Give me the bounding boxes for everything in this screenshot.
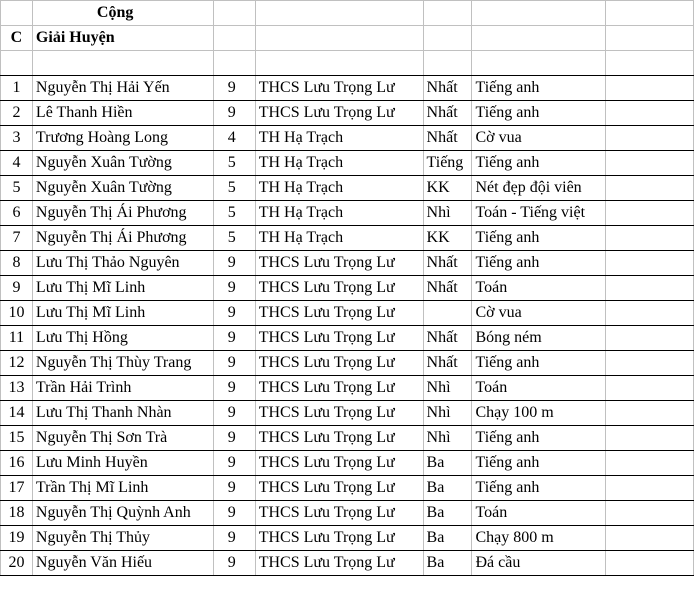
grade-cell[interactable]: 9 <box>213 351 255 376</box>
table-row <box>1 351 694 376</box>
subject-cell[interactable]: Tiếng anh <box>472 426 606 451</box>
cell[interactable] <box>606 101 694 126</box>
table-row <box>1 151 694 176</box>
school-cell[interactable]: THCS Lưu Trọng Lư <box>255 76 423 101</box>
subject-cell[interactable]: Toán <box>472 501 606 526</box>
stt-cell[interactable]: 20 <box>1 551 33 576</box>
table-row <box>1 76 694 101</box>
school-cell[interactable]: THCS Lưu Trọng Lư <box>255 301 423 326</box>
grade-cell[interactable]: 9 <box>213 551 255 576</box>
name-cell[interactable]: Lưu Minh Huyền <box>32 451 213 476</box>
school-cell[interactable]: THCS Lưu Trọng Lư <box>255 501 423 526</box>
grade-cell[interactable]: 5 <box>213 176 255 201</box>
name-cell[interactable]: Trần Thị Mĩ Linh <box>32 476 213 501</box>
prize-cell[interactable]: Ba <box>423 501 472 526</box>
cell[interactable] <box>606 276 694 301</box>
prize-cell[interactable]: Nhất <box>423 326 472 351</box>
prize-cell[interactable]: Nhì <box>423 401 472 426</box>
cell[interactable] <box>423 51 472 76</box>
cell[interactable] <box>472 51 606 76</box>
school-cell[interactable]: TH Hạ Trạch <box>255 226 423 251</box>
table-row <box>1 476 694 501</box>
stt-cell[interactable]: 19 <box>1 526 33 551</box>
stt-cell[interactable]: 12 <box>1 351 33 376</box>
school-cell[interactable]: THCS Lưu Trọng Lư <box>255 476 423 501</box>
table-row <box>1 226 694 251</box>
table-row <box>1 276 694 301</box>
spreadsheet-body <box>1 1 694 576</box>
stt-cell[interactable]: 1 <box>1 76 33 101</box>
prize-cell[interactable] <box>423 301 472 326</box>
cell[interactable] <box>606 551 694 576</box>
prize-cell[interactable]: Nhất <box>423 251 472 276</box>
grade-cell[interactable]: 5 <box>213 201 255 226</box>
name-cell[interactable]: Nguyễn Văn Hiếu <box>32 551 213 576</box>
total-label-cell[interactable]: Cộng <box>32 1 213 26</box>
grade-cell[interactable]: 9 <box>213 501 255 526</box>
name-cell[interactable]: Lưu Thị Mĩ Linh <box>32 276 213 301</box>
prize-cell[interactable]: Nhất <box>423 126 472 151</box>
subject-cell[interactable]: Tiếng anh <box>472 101 606 126</box>
cell[interactable] <box>606 76 694 101</box>
subject-cell[interactable]: Tiếng anh <box>472 226 606 251</box>
school-cell[interactable]: THCS Lưu Trọng Lư <box>255 351 423 376</box>
cell[interactable] <box>606 176 694 201</box>
name-cell[interactable]: Nguyễn Thị Quỳnh Anh <box>32 501 213 526</box>
cell[interactable] <box>606 51 694 76</box>
grade-cell[interactable]: 4 <box>213 126 255 151</box>
name-cell[interactable]: Trương Hoàng Long <box>32 126 213 151</box>
subject-cell[interactable]: Bóng ném <box>472 326 606 351</box>
prize-cell[interactable]: KK <box>423 176 472 201</box>
stt-cell[interactable]: 5 <box>1 176 33 201</box>
table-row <box>1 301 694 326</box>
name-cell[interactable]: Nguyễn Thị Thùy Trang <box>32 351 213 376</box>
table-row <box>1 376 694 401</box>
cell[interactable] <box>423 1 472 26</box>
section-row <box>1 26 694 51</box>
stt-cell[interactable]: 9 <box>1 276 33 301</box>
table-row <box>1 176 694 201</box>
prize-cell[interactable]: Nhất <box>423 351 472 376</box>
school-cell[interactable]: THCS Lưu Trọng Lư <box>255 551 423 576</box>
school-cell[interactable]: THCS Lưu Trọng Lư <box>255 426 423 451</box>
subject-cell[interactable]: Toán <box>472 376 606 401</box>
cell[interactable] <box>606 226 694 251</box>
cell[interactable] <box>606 451 694 476</box>
cell[interactable] <box>255 51 423 76</box>
subject-cell[interactable]: Tiếng anh <box>472 76 606 101</box>
cell[interactable] <box>606 301 694 326</box>
stt-cell[interactable]: 16 <box>1 451 33 476</box>
cell[interactable] <box>32 51 213 76</box>
prize-cell[interactable]: Ba <box>423 476 472 501</box>
name-cell[interactable]: Trần Hải Trình <box>32 376 213 401</box>
grade-cell[interactable]: 9 <box>213 426 255 451</box>
subject-cell[interactable]: Toán <box>472 276 606 301</box>
cell[interactable] <box>606 376 694 401</box>
school-cell[interactable]: THCS Lưu Trọng Lư <box>255 326 423 351</box>
table-row <box>1 501 694 526</box>
subject-cell[interactable]: Tiếng anh <box>472 476 606 501</box>
subject-cell[interactable]: Đá cầu <box>472 551 606 576</box>
grade-cell[interactable]: 9 <box>213 101 255 126</box>
prize-cell[interactable]: Ba <box>423 451 472 476</box>
table-row <box>1 251 694 276</box>
subject-cell[interactable]: Tiếng anh <box>472 151 606 176</box>
cell[interactable] <box>606 426 694 451</box>
cell[interactable] <box>606 1 694 26</box>
school-cell[interactable]: THCS Lưu Trọng Lư <box>255 401 423 426</box>
school-cell[interactable]: TH Hạ Trạch <box>255 201 423 226</box>
name-cell[interactable]: Lưu Thị Thảo Nguyên <box>32 251 213 276</box>
stt-cell[interactable]: 8 <box>1 251 33 276</box>
cell[interactable] <box>213 26 255 51</box>
cell[interactable] <box>606 526 694 551</box>
table-row <box>1 126 694 151</box>
stt-cell[interactable]: 17 <box>1 476 33 501</box>
subject-cell[interactable]: Chạy 800 m <box>472 526 606 551</box>
cell[interactable] <box>606 201 694 226</box>
name-cell[interactable]: Nguyễn Thị Ái Phương <box>32 201 213 226</box>
grade-cell[interactable]: 9 <box>213 451 255 476</box>
stt-cell[interactable]: 4 <box>1 151 33 176</box>
school-cell[interactable]: THCS Lưu Trọng Lư <box>255 451 423 476</box>
cell[interactable] <box>606 476 694 501</box>
subject-cell[interactable]: Tiếng anh <box>472 251 606 276</box>
school-cell[interactable]: THCS Lưu Trọng Lư <box>255 251 423 276</box>
stt-cell[interactable]: 14 <box>1 401 33 426</box>
cell[interactable] <box>255 1 423 26</box>
cell[interactable] <box>472 26 606 51</box>
grade-cell[interactable]: 5 <box>213 151 255 176</box>
grade-cell[interactable]: 9 <box>213 76 255 101</box>
name-cell[interactable]: Nguyễn Thị Thủy <box>32 526 213 551</box>
school-cell[interactable]: THCS Lưu Trọng Lư <box>255 276 423 301</box>
school-cell[interactable]: THCS Lưu Trọng Lư <box>255 101 423 126</box>
grade-cell[interactable]: 9 <box>213 301 255 326</box>
subject-cell[interactable]: Cờ vua <box>472 126 606 151</box>
grade-cell[interactable]: 9 <box>213 326 255 351</box>
cell[interactable] <box>1 51 33 76</box>
table-row <box>1 426 694 451</box>
prize-cell[interactable]: Nhất <box>423 101 472 126</box>
cell[interactable] <box>213 51 255 76</box>
table-row <box>1 451 694 476</box>
total-row <box>1 1 694 26</box>
name-cell[interactable]: Lưu Thị Hồng <box>32 326 213 351</box>
cell[interactable] <box>255 26 423 51</box>
prize-cell[interactable]: Nhì <box>423 201 472 226</box>
grade-cell[interactable]: 9 <box>213 251 255 276</box>
table-row <box>1 326 694 351</box>
name-cell[interactable]: Nguyễn Thị Ái Phương <box>32 226 213 251</box>
subject-cell[interactable]: Nét đẹp đội viên <box>472 176 606 201</box>
table-row <box>1 526 694 551</box>
stt-cell[interactable]: 6 <box>1 201 33 226</box>
prize-cell[interactable]: Ba <box>423 526 472 551</box>
stt-cell[interactable]: 18 <box>1 501 33 526</box>
name-cell[interactable]: Lưu Thị Thanh Nhàn <box>32 401 213 426</box>
cell[interactable] <box>423 26 472 51</box>
stt-cell[interactable]: 3 <box>1 126 33 151</box>
prize-cell[interactable]: Nhì <box>423 376 472 401</box>
name-cell[interactable]: Nguyễn Thị Hải Yến <box>32 76 213 101</box>
subject-cell[interactable]: Cờ vua <box>472 301 606 326</box>
name-cell[interactable]: Nguyễn Thị Sơn Trà <box>32 426 213 451</box>
section-code-cell[interactable]: C <box>1 26 33 51</box>
school-cell[interactable]: THCS Lưu Trọng Lư <box>255 376 423 401</box>
prize-cell[interactable]: Tiếng <box>423 151 472 176</box>
cell[interactable] <box>606 326 694 351</box>
subject-cell[interactable]: Chạy 100 m <box>472 401 606 426</box>
cell[interactable] <box>606 251 694 276</box>
stt-cell[interactable]: 15 <box>1 426 33 451</box>
school-cell[interactable]: TH Hạ Trạch <box>255 126 423 151</box>
subject-cell[interactable]: Toán - Tiếng việt <box>472 201 606 226</box>
prize-cell[interactable]: Ba <box>423 551 472 576</box>
grade-cell[interactable]: 9 <box>213 276 255 301</box>
prize-cell[interactable]: KK <box>423 226 472 251</box>
prize-cell[interactable]: Nhất <box>423 76 472 101</box>
grade-cell[interactable]: 9 <box>213 376 255 401</box>
school-cell[interactable]: THCS Lưu Trọng Lư <box>255 526 423 551</box>
cell[interactable] <box>213 1 255 26</box>
table-row <box>1 401 694 426</box>
table-row <box>1 201 694 226</box>
subject-cell[interactable]: Tiếng anh <box>472 451 606 476</box>
school-cell[interactable]: TH Hạ Trạch <box>255 176 423 201</box>
grade-cell[interactable]: 9 <box>213 526 255 551</box>
grade-cell[interactable]: 9 <box>213 476 255 501</box>
name-cell[interactable]: Lưu Thị Mĩ Linh <box>32 301 213 326</box>
cell[interactable] <box>606 351 694 376</box>
stt-cell[interactable]: 10 <box>1 301 33 326</box>
table-row <box>1 551 694 576</box>
cell[interactable] <box>606 126 694 151</box>
stt-cell[interactable]: 7 <box>1 226 33 251</box>
name-cell[interactable]: Nguyễn Xuân Tường <box>32 151 213 176</box>
stt-cell[interactable]: 2 <box>1 101 33 126</box>
cell[interactable] <box>606 26 694 51</box>
cell[interactable] <box>1 1 33 26</box>
prize-cell[interactable]: Nhất <box>423 276 472 301</box>
stt-cell[interactable]: 13 <box>1 376 33 401</box>
name-cell[interactable]: Lê Thanh Hiền <box>32 101 213 126</box>
cell[interactable] <box>472 1 606 26</box>
section-title-cell[interactable]: Giải Huyện <box>32 26 213 51</box>
grade-cell[interactable]: 5 <box>213 226 255 251</box>
grade-cell[interactable]: 9 <box>213 401 255 426</box>
cell[interactable] <box>606 501 694 526</box>
name-cell[interactable]: Nguyễn Xuân Tường <box>32 176 213 201</box>
school-cell[interactable]: TH Hạ Trạch <box>255 151 423 176</box>
table-row <box>1 101 694 126</box>
cell[interactable] <box>606 401 694 426</box>
cell[interactable] <box>606 151 694 176</box>
subject-cell[interactable]: Tiếng anh <box>472 351 606 376</box>
prize-cell[interactable]: Nhì <box>423 426 472 451</box>
blank-row <box>1 51 694 76</box>
stt-cell[interactable]: 11 <box>1 326 33 351</box>
